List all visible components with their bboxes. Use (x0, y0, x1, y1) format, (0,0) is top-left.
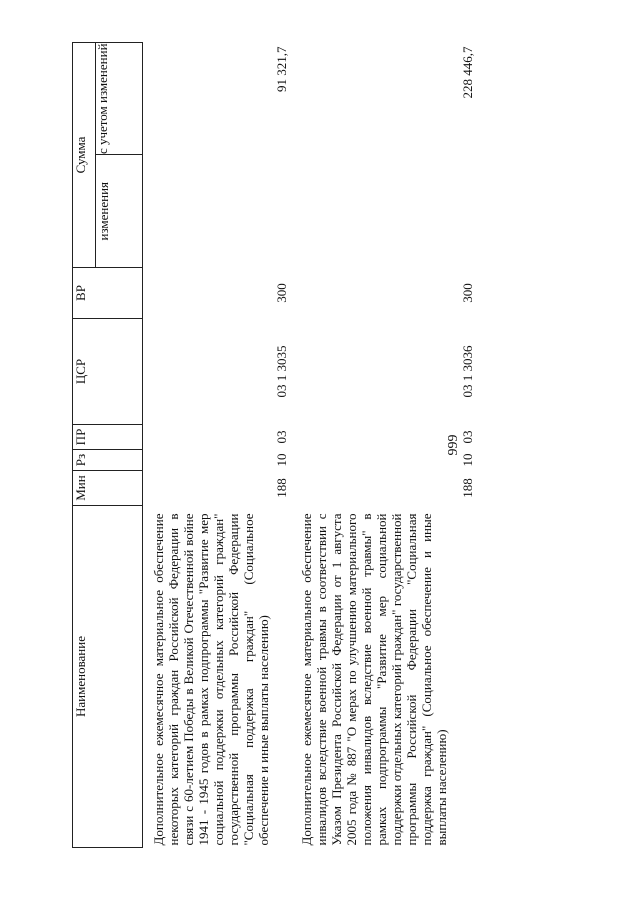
header-sum-changes: изменения (96, 155, 143, 268)
table-row (291, 43, 477, 848)
page-number: 999 (446, 434, 461, 456)
row-min: 188 (460, 478, 475, 498)
row-name: Дополнительное ежемесячное материальное обеспечение инвалидов вследствие военной травмы в соответствии с Указом Президента Российской Федерации от 1 августа 2005 года № 887 "О мерах по улучшению материального положения инвалидов вследствие военной травмы" в рамках подпрограммы "Развитие мер социальной поддержки отдельных категорий граждан" государственной программы Российской Федерации "Социальная поддержка граждан" (Социальное обеспечение и иные выплаты населению) (299, 513, 449, 846)
row-changes (291, 155, 477, 268)
row-pr: 03 (460, 430, 475, 444)
header-name: Наименование (73, 506, 143, 848)
header-sum-with-changes: с учетом изменений (96, 43, 143, 156)
header-csr: ЦСР (73, 319, 143, 425)
header-min: Мин (73, 471, 143, 506)
row-changes (143, 155, 292, 268)
table-header-row (73, 43, 96, 848)
header-pr: ПР (73, 425, 143, 450)
budget-table (72, 42, 477, 848)
row-csr: 03 1 3035 (274, 345, 289, 398)
header-rz: Рз (73, 450, 143, 471)
row-total: 91 321,7 (274, 46, 289, 92)
row-vr: 300 (460, 283, 475, 303)
header-vr: ВР (73, 268, 143, 319)
row-total: 228 446,7 (460, 46, 475, 99)
row-pr: 03 (274, 430, 289, 444)
row-rz: 10 (460, 453, 475, 467)
row-rz: 10 (274, 453, 289, 467)
row-name: Дополнительное ежемесячное материальное обеспечение некоторых категорий граждан Российской Федерации в связи с 60-летием Победы в Великой Отечественной войне 1941 - 1945 годов в рамках подпрограммы "Развитие мер социальной поддержки отдельных категорий граждан" государственной программы Российской Федерации "Социальная поддержка граждан" (Социальное обеспечение и иные выплаты населению) (151, 513, 271, 846)
row-vr: 300 (274, 283, 289, 303)
row-min: 188 (274, 478, 289, 498)
table-row (143, 43, 292, 848)
row-csr: 03 1 3036 (460, 345, 475, 398)
header-sum: Сумма (73, 43, 96, 268)
